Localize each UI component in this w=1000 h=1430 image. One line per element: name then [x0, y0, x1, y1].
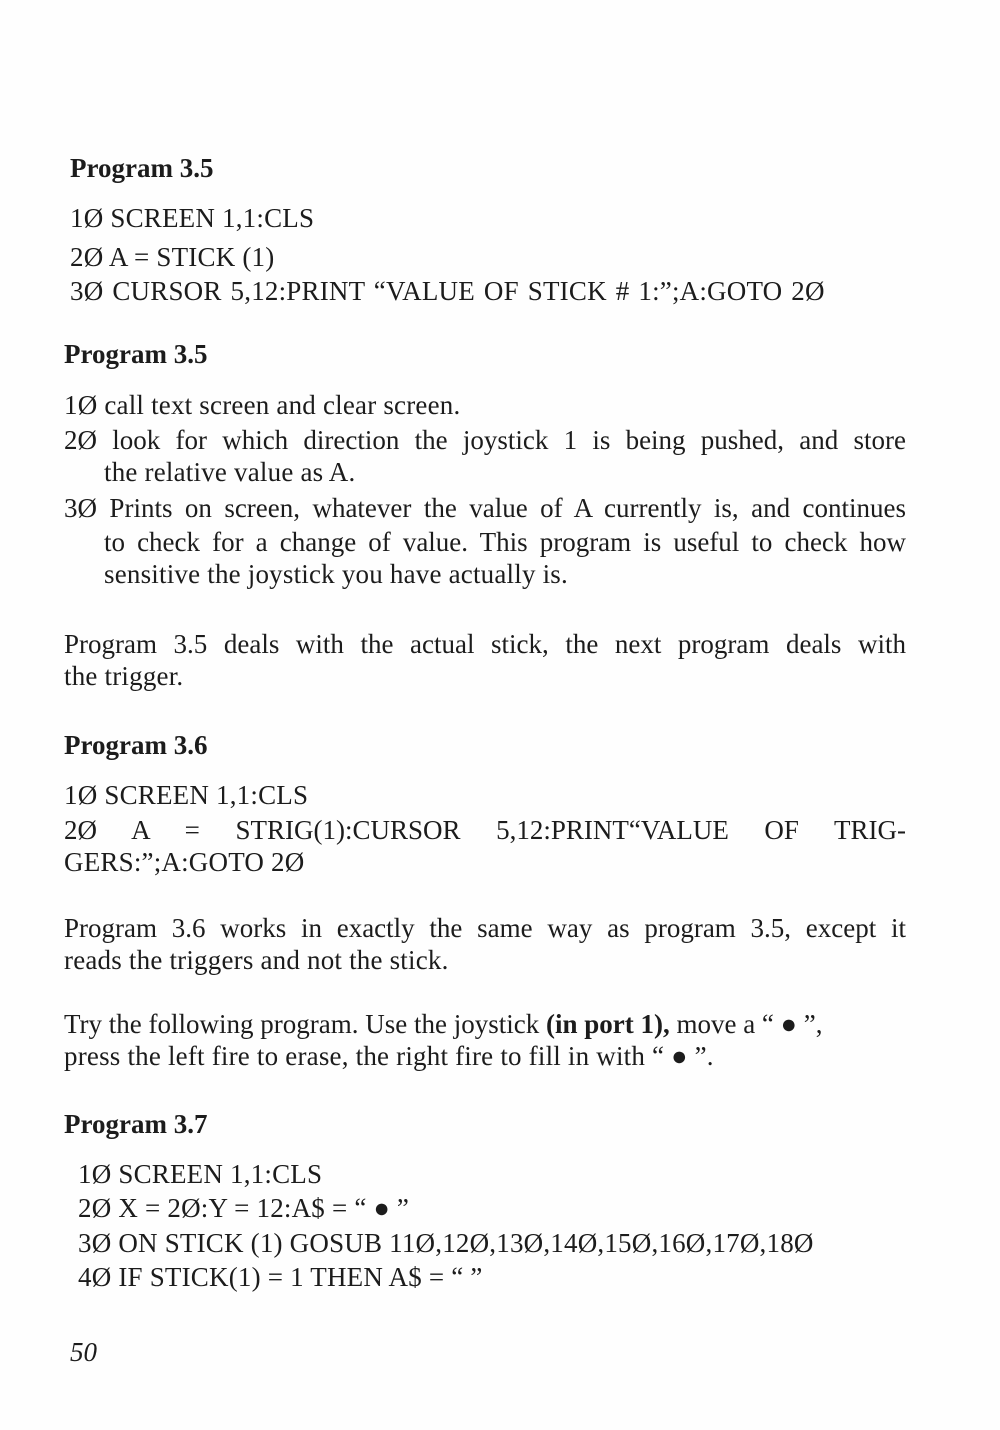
- code-line: 1Ø SCREEN 1,1:CLS: [70, 203, 315, 233]
- program-heading: Program 3.5: [70, 153, 214, 183]
- body-paragraph-line: press the left fire to erase, the right fire to fill in with “ ● ”.: [64, 1041, 714, 1071]
- body-paragraph-line: reads the triggers and not the stick.: [64, 945, 449, 975]
- body-paragraph-line: the trigger.: [64, 661, 184, 691]
- code-line: 2Ø A = STRIG(1):CURSOR 5,12:PRINT“VALUE OF TRIG-: [64, 815, 906, 845]
- explanation-line: to check for a change of value. This program is useful to check how: [104, 527, 906, 557]
- program-heading: Program 3.5: [64, 339, 208, 369]
- code-line: 1Ø SCREEN 1,1:CLS: [78, 1159, 323, 1189]
- body-paragraph-line: Program 3.6 works in exactly the same way as program 3.5, except it: [64, 913, 906, 943]
- text-run: move a “ ● ”,: [669, 1009, 823, 1039]
- bold-text-run: (in port 1),: [545, 1009, 670, 1039]
- explanation-line: the relative value as A.: [104, 457, 356, 487]
- code-line: 4Ø IF STICK(1) = 1 THEN A$ = “ ”: [78, 1262, 483, 1292]
- code-line: 1Ø SCREEN 1,1:CLS: [64, 780, 309, 810]
- code-line: 3Ø ON STICK (1) GOSUB 11Ø,12Ø,13Ø,14Ø,15Ø,16Ø,17Ø,18Ø: [78, 1228, 814, 1258]
- explanation-line: 3Ø Prints on screen, whatever the value of A currently is, and continues: [64, 493, 906, 523]
- code-line: 2Ø A = STICK (1): [70, 242, 275, 272]
- body-paragraph-line: Program 3.5 deals with the actual stick, the next program deals with: [64, 629, 906, 659]
- program-heading: Program 3.7: [64, 1109, 208, 1139]
- code-line: 2Ø X = 2Ø:Y = 12:A$ = “ ● ”: [78, 1193, 410, 1223]
- body-paragraph-line: [64, 1007, 906, 1041]
- explanation-line: 2Ø look for which direction the joystick 1 is being pushed, and store: [64, 425, 906, 455]
- explanation-line: 1Ø call text screen and clear screen.: [64, 390, 461, 420]
- code-line: 3Ø CURSOR 5,12:PRINT “VALUE OF STICK # 1:”;A:GOTO 2Ø: [70, 276, 825, 306]
- page-number: 50: [70, 1337, 97, 1367]
- program-heading: Program 3.6: [64, 730, 208, 760]
- code-line: GERS:”;A:GOTO 2Ø: [64, 847, 305, 877]
- explanation-line: sensitive the joystick you have actually is.: [104, 559, 568, 589]
- text-run: Try the following program. Use the joystick: [64, 1009, 546, 1039]
